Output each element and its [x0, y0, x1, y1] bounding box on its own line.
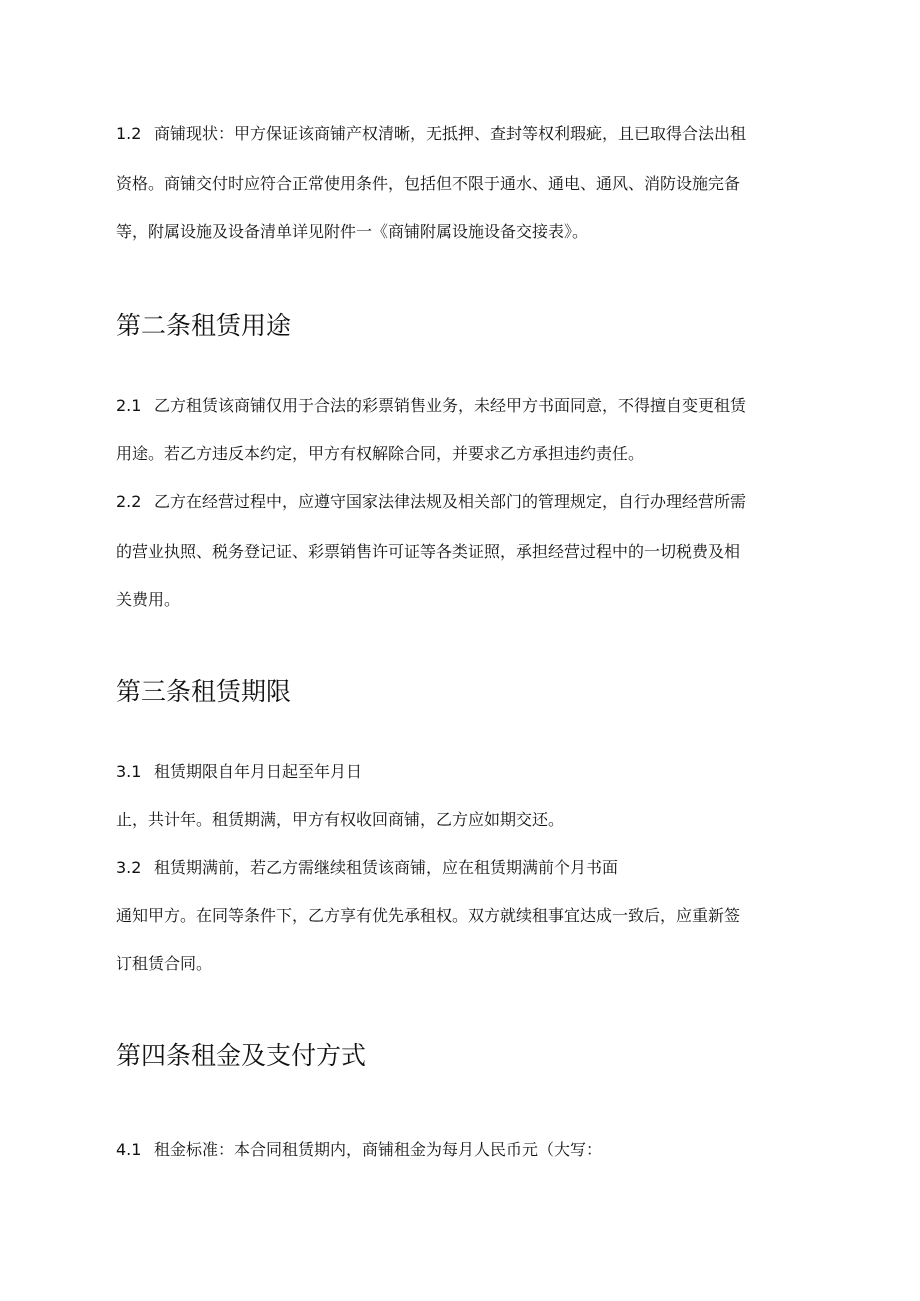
clause-text: 乙方在经营过程中，应遵守国家法律法规及相关部门的管理规定，自行办理经营所需 — [154, 492, 747, 511]
clause-text: 商铺现状：甲方保证该商铺产权清晰，无抵押、查封等权利瑕疵，且已取得合法出租 — [154, 124, 747, 143]
clause-text: 乙方租赁该商铺仅用于合法的彩票销售业务，未经甲方书面同意，不得擅自变更租赁 — [154, 396, 747, 415]
clause-text: 租金标准：本合同租赁期内，商铺租金为每月人民币元（大写： — [154, 1140, 603, 1159]
clause-2-2-line-2: 的营业执照、税务登记证、彩票销售许可证等各类证照，承担经营过程中的一切税费及相 — [116, 542, 741, 561]
article-2-heading: 第二条租赁用途 — [116, 311, 292, 340]
clause-2-1-line-1 — [116, 396, 746, 416]
clause-1-2-line-1 — [116, 124, 746, 144]
clause-number: 2.2 — [116, 492, 142, 511]
clause-3-1-line-2: 止，共计年。租赁期满，甲方有权收回商铺，乙方应如期交还。 — [116, 810, 565, 829]
clause-number: 2.1 — [116, 396, 142, 415]
article-4-heading: 第四条租金及支付方式 — [116, 1041, 367, 1070]
article-3-heading: 第三条租赁期限 — [116, 677, 292, 706]
clause-2-2-line-1 — [116, 492, 746, 512]
clause-number: 1.2 — [116, 124, 142, 143]
clause-3-2-line-2: 通知甲方。在同等条件下，乙方享有优先承租权。双方就续租事宜达成一致后，应重新签 — [116, 906, 741, 925]
clause-3-2-line-1 — [116, 858, 618, 878]
clause-3-1-line-1 — [116, 762, 362, 782]
clause-1-2-line-2: 资格。商铺交付时应符合正常使用条件，包括但不限于通水、通电、通风、消防设施完备 — [116, 174, 741, 193]
clause-number: 3.2 — [116, 858, 142, 877]
clause-1-2-line-3: 等，附属设施及设备清单详见附件一《商铺附属设施设备交接表》。 — [116, 222, 589, 241]
clause-3-2-line-3: 订租赁合同。 — [116, 954, 213, 973]
clause-number: 4.1 — [116, 1140, 142, 1159]
clause-2-2-line-3: 关费用。 — [116, 590, 181, 609]
clause-number: 3.1 — [116, 762, 142, 781]
clause-2-1-line-2: 用途。若乙方违反本约定，甲方有权解除合同，并要求乙方承担违约责任。 — [116, 444, 645, 463]
clause-text: 租赁期限自年月日起至年月日 — [154, 762, 363, 781]
clause-text: 租赁期满前，若乙方需继续租赁该商铺，应在租赁期满前个月书面 — [154, 858, 619, 877]
clause-4-1-line-1 — [116, 1140, 602, 1160]
